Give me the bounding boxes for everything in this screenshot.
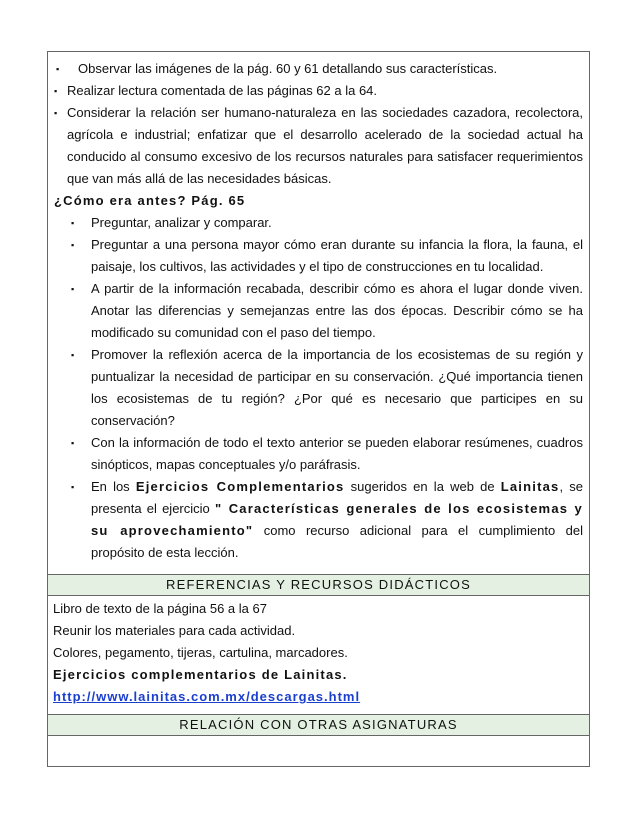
bullet-icon: ▪ — [71, 482, 75, 492]
text-fragment: sugeridos en la web de — [344, 479, 501, 494]
list-item-text: Promover la reflexión acerca de la importancia de los ecosistemas de su región y puntualizar la necesidad de participar en su conservación. ¿Qué importancia tienen los ecosistemas de tu región? ¿Por qué es necesario que participes en su conservación? — [91, 347, 583, 428]
exercise-title: " Características generales de los ecosistemas y su aprovechamiento" — [91, 501, 583, 538]
list-item-text: Realizar lectura comentada de las páginas 62 a la 64. — [67, 83, 378, 98]
list-item — [54, 278, 583, 344]
list-item-text: Considerar la relación ser humano-naturaleza en las sociedades cazadora, recolectora, agrícola e industrial; enfatizar que el desarrollo acelerado de la sociedad actual ha conducido al consumo excesivo de los recursos naturales para satisfacer requerimientos que van más allá de las necesidades básicas. — [67, 105, 583, 186]
list-item — [54, 344, 583, 432]
list-item — [54, 58, 583, 80]
bullet-icon: ▪ — [56, 64, 60, 74]
site-name: Lainitas — [500, 479, 560, 494]
text-fragment: , se presenta el ejercicio — [91, 479, 583, 516]
bullet-icon: ▪ — [54, 86, 58, 96]
list-item-text: Observar las imágenes de la pág. 60 y 61 detallando sus características. — [78, 61, 498, 76]
list-item — [54, 234, 583, 278]
bullet-icon: ▪ — [71, 240, 75, 250]
section-heading: ¿Cómo era antes? Pág. 65 — [54, 193, 246, 208]
list-item-text: A partir de la información recabada, describir cómo es ahora el lugar donde viven. Anotar las diferencias y semejanzas entre las dos épocas. Describir cómo se ha modificado su comunidad con el paso del tiempo. — [91, 281, 583, 340]
text-fragment: como recurso adicional para el cumplimiento del propósito de esta lección. — [91, 523, 584, 560]
reference-line: Reunir los materiales para cada actividad. — [53, 623, 296, 638]
list-item-text: Preguntar, analizar y comparar. — [91, 215, 272, 230]
downloads-link[interactable]: http://www.lainitas.com.mx/descargas.html — [53, 689, 361, 704]
list-item-text: Con la información de todo el texto anterior se pueden elaborar resúmenes, cuadros sinópticos, mapas conceptuales y/o paráfrasis. — [91, 435, 583, 472]
list-item — [54, 212, 583, 234]
list-item — [54, 476, 583, 564]
references-section — [48, 596, 589, 714]
list-item — [54, 80, 583, 102]
list-item-text — [83, 476, 583, 564]
bullet-icon: ▪ — [54, 108, 58, 118]
exercises-label: Ejercicios Complementarios — [135, 479, 345, 494]
list-item — [54, 102, 583, 190]
bullet-icon: ▪ — [71, 350, 75, 360]
activities-section — [48, 52, 589, 574]
text-fragment: En los — [91, 479, 136, 494]
references-header: REFERENCIAS Y RECURSOS DIDÁCTICOS — [48, 574, 589, 596]
relation-content — [48, 736, 589, 766]
reference-line: Libro de texto de la página 56 a la 67 — [53, 601, 267, 616]
bullet-icon: ▪ — [71, 438, 75, 448]
reference-bold-line: Ejercicios complementarios de Lainitas. — [53, 667, 348, 682]
list-item — [54, 432, 583, 476]
relation-header: RELACIÓN CON OTRAS ASIGNATURAS — [48, 714, 589, 736]
list-item-text: Preguntar a una persona mayor cómo eran durante su infancia la flora, la fauna, el paisaje, los cultivos, las actividades y el tipo de construcciones en tu localidad. — [91, 237, 583, 274]
bullet-icon: ▪ — [71, 218, 75, 228]
bullet-icon: ▪ — [71, 284, 75, 294]
reference-line: Colores, pegamento, tijeras, cartulina, marcadores. — [53, 645, 348, 660]
lesson-plan-table — [47, 51, 590, 767]
